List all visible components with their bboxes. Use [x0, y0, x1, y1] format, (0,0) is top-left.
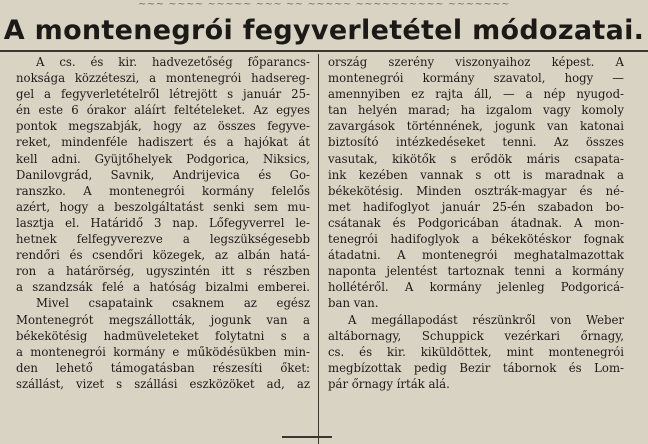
- text-line: naponta jelentést tartoznak tenni a kormány: [328, 264, 624, 279]
- text-line: békekötésig hadmüveleteket folytatni s a: [16, 328, 310, 343]
- article-headline: A montenegrói fegyverletétel módozatai.: [3, 15, 645, 46]
- text-line: den lehető támogatásban részesíti őket:: [16, 360, 310, 375]
- text-line: ink kezében vannak s ott is maradnak a: [328, 167, 624, 182]
- text-line: zavargások történnének, jogunk van katonai: [328, 119, 624, 134]
- text-line: vasutak, kikötők s erődök máris csapata-: [328, 151, 624, 166]
- text-line: megbízottak pedig Bezir tábornok és Lom-: [328, 360, 624, 375]
- column-divider: [318, 54, 319, 444]
- text-line: rendőri és csendőri közegek, az albán hatá-: [16, 248, 310, 263]
- text-line: átadatni. A montenegrói meghatalmazottak: [328, 248, 624, 263]
- text-line: tan helyén marad; ha izgalom vagy komoly: [328, 103, 624, 118]
- text-line: szállást, vizet s szállási eszközöket ad, az: [16, 376, 310, 391]
- text-line: cs. és kir. kiküldöttek, mint montenegrói: [328, 344, 624, 359]
- text-line: reket, mindenféle hadiszert és a hajókat át: [16, 135, 310, 150]
- text-line: ranszko. A montenegrói kormány felelős: [16, 183, 310, 198]
- text-line: Danilovgrád, Savnik, Andrijevica és Go-: [16, 167, 310, 182]
- text-line: montenegrói kormány szavatol, hogy —: [328, 71, 624, 86]
- text-line: a montenegrói kormány e működésükben min-: [16, 344, 310, 359]
- text-line: tenegrói hadifoglyok a békekötéskor fognak: [328, 232, 624, 247]
- text-line: békekötésig. Minden osztrák-magyar és né-: [328, 183, 624, 198]
- text-line: gel a fegyverletételről létrejött s január 25-: [16, 87, 310, 102]
- text-line: Mivel csapataink csaknem az egész: [36, 296, 310, 311]
- text-line: én este 6 órakor aláírt feltételeket. Az egyes: [16, 103, 310, 118]
- text-line: met hadifoglyot január 25-én szabadon bo-: [328, 199, 624, 214]
- article-column-left: [16, 54, 310, 440]
- text-line: csátanak és Podgoricában átadnak. A mon-: [328, 215, 624, 230]
- text-line: pontok megszabják, hogy az összes fegyve-: [16, 119, 310, 134]
- text-line: lasztja el. Határidő 3 nap. Lőfegyverrel le-: [16, 215, 310, 230]
- text-line: ron a határörség, ugyszintén itt s részben: [16, 264, 310, 279]
- text-line: hollétéről. A kormány jelenleg Podgoricá-: [328, 280, 624, 295]
- text-line: a szandzsák felé a hatóság bizalmi emberei.: [16, 280, 310, 295]
- top-strip-cut-text: ~~~ ~~~~ ~~~~~ ~~~ ~~ ~~~~~ ~~~~~~~~~~ ~~~~~~~: [137, 0, 511, 10]
- text-line: hetnek felfegyverezve a legszükségesebb: [16, 232, 310, 247]
- text-line: amennyiben ez rajta áll, — a nép nyugod-: [328, 87, 624, 102]
- text-line: ország szerény viszonyaihoz képest. A: [328, 55, 624, 69]
- text-line: biztosító intézkedéseket tenni. Az összes: [328, 135, 624, 150]
- text-line: pár őrnagy írták alá.: [328, 376, 450, 391]
- bottom-rule: [282, 436, 332, 438]
- text-line: Montenegrót megszállották, jogunk van a: [16, 312, 310, 327]
- headline-rule: [0, 50, 648, 52]
- text-line: A megállapodást részünkről von Weber: [348, 312, 624, 327]
- text-line: noksága közzéteszi, a montenegrói hadsereg-: [16, 71, 310, 86]
- text-line: azért, hogy a beszolgáltatást senki sem mu-: [16, 199, 310, 214]
- article-column-right: [328, 54, 624, 440]
- text-line: kell adni. Gyüjtőhelyek Podgorica, Niksics,: [16, 151, 310, 166]
- text-line: ban van.: [328, 296, 379, 311]
- text-line: altábornagy, Schuppick vezérkari őrnagy,: [328, 328, 624, 343]
- text-line: A cs. és kir. hadvezetőség főparancs-: [36, 55, 310, 69]
